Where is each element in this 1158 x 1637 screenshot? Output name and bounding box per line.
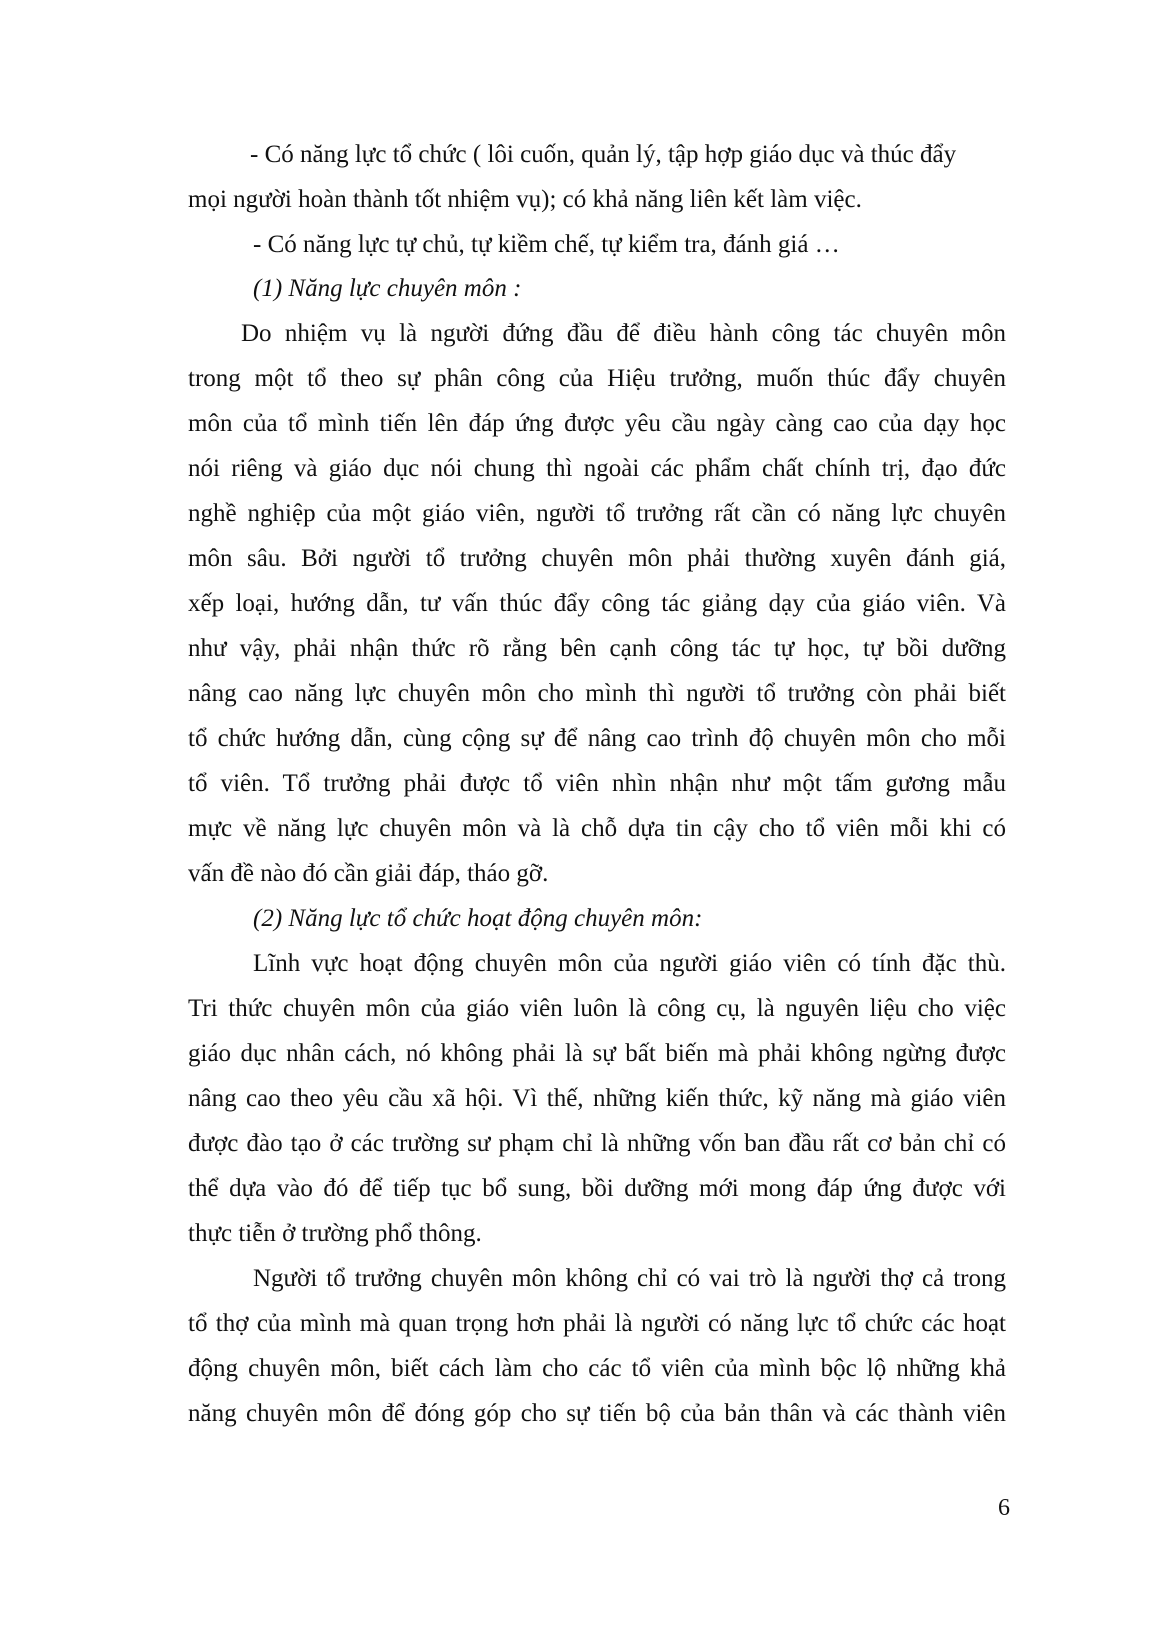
text-line: Lĩnh vực hoạt động chuyên môn của người giáo viên có tính đặc thù. [253,950,1006,977]
text-line: nghề nghiệp của một giáo viên, người tổ trưởng rất cần có năng lực chuyên [188,500,1006,527]
text-line: - Có năng lực tổ chức ( lôi cuốn, quản lý, tập hợp giáo dục và thúc đẩy [250,141,957,168]
text-line: Người tổ trưởng chuyên môn không chỉ có vai trò là người thợ cả trong [253,1265,1006,1292]
text-line: Tri thức chuyên môn của giáo viên luôn là công cụ, là nguyên liệu cho việc [188,995,1006,1022]
text-line: năng chuyên môn để đóng góp cho sự tiến bộ của bản thân và các thành viên [188,1400,1006,1427]
text-line: mực về năng lực chuyên môn và là chỗ dựa tin cậy cho tổ viên mỗi khi có [188,815,1006,842]
text-line: nâng cao năng lực chuyên môn cho mình thì người tổ trưởng còn phải biết [188,680,1006,707]
text-line: - Có năng lực tự chủ, tự kiềm chế, tự kiểm tra, đánh giá … [253,231,840,258]
text-line: tổ thợ của mình mà quan trọng hơn phải là người có năng lực tổ chức các hoạt [188,1310,1006,1337]
text-line: như vậy, phải nhận thức rõ rằng bên cạnh công tác tự học, tự bồi dưỡng [188,635,1006,662]
text-line: Do nhiệm vụ là người đứng đầu để điều hành công tác chuyên môn [241,320,1006,347]
text-line: giáo dục nhân cách, nó không phải là sự bất biến mà phải không ngừng được [188,1040,1006,1067]
text-line: tổ viên. Tổ trưởng phải được tổ viên nhìn nhận như một tấm gương mẫu [188,770,1006,797]
text-line: vấn đề nào đó cần giải đáp, tháo gỡ. [188,860,549,887]
text-line: môn của tổ mình tiến lên đáp ứng được yêu cầu ngày càng cao của dạy học [188,410,1006,437]
text-line: môn sâu. Bởi người tổ trưởng chuyên môn phải thường xuyên đánh giá, [188,545,1006,572]
text-line: được đào tạo ở các trường sư phạm chỉ là những vốn ban đầu rất cơ bản chỉ có [188,1130,1006,1157]
text-line: trong một tổ theo sự phân công của Hiệu trưởng, muốn thúc đẩy chuyên [188,365,1006,392]
text-line: nói riêng và giáo dục nói chung thì ngoài các phẩm chất chính trị, đạo đức [188,455,1006,482]
section-heading: (2) Năng lực tổ chức hoạt động chuyên môn: [253,905,703,932]
text-line: thực tiễn ở trường phổ thông. [188,1220,482,1247]
text-line: tổ chức hướng dẫn, cùng cộng sự để nâng cao trình độ chuyên môn cho mỗi [188,725,1006,752]
text-line: mọi người hoàn thành tốt nhiệm vụ); có khả năng liên kết làm việc. [188,186,862,213]
text-line: thể dựa vào đó để tiếp tục bổ sung, bồi dưỡng mới mong đáp ứng được với [188,1175,1006,1202]
text-line: nâng cao theo yêu cầu xã hội. Vì thế, những kiến thức, kỹ năng mà giáo viên [188,1085,1006,1112]
page-number: 6 [998,1495,1010,1521]
text-line: động chuyên môn, biết cách làm cho các tổ viên của mình bộc lộ những khả [188,1355,1006,1382]
text-line: xếp loại, hướng dẫn, tư vấn thúc đẩy công tác giảng dạy của giáo viên. Và [188,590,1006,617]
section-heading: (1) Năng lực chuyên môn : [253,275,522,302]
